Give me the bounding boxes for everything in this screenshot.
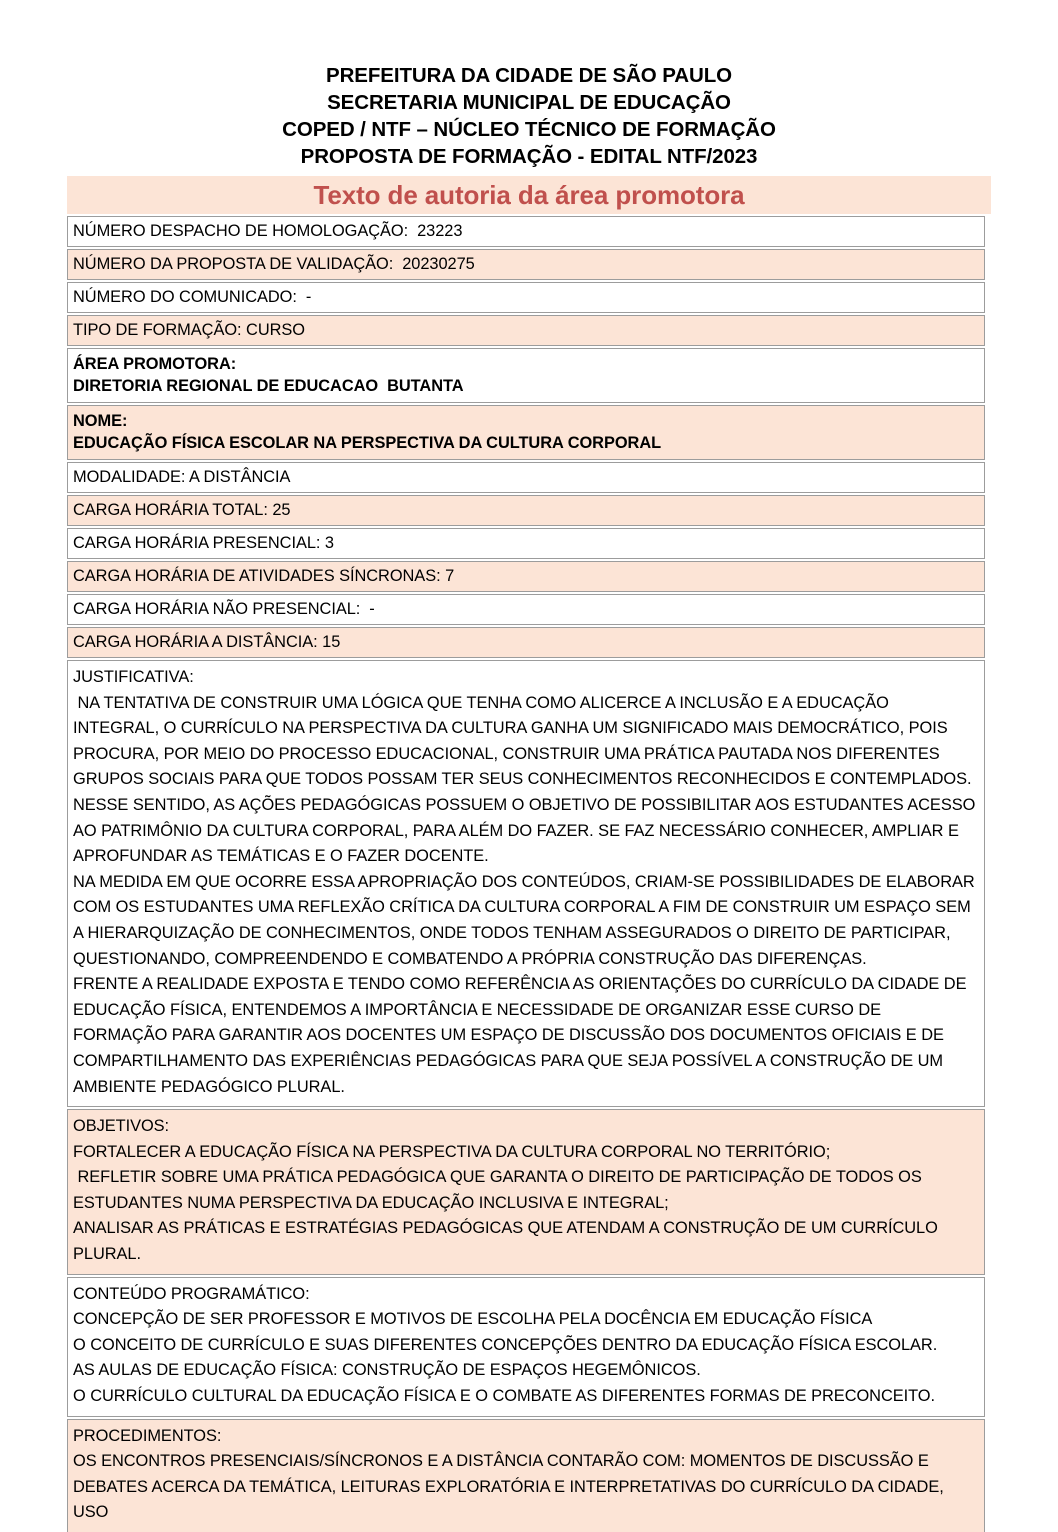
row-area-promotora-line: ÁREA PROMOTORA: (73, 355, 237, 373)
header-line-prefeitura: PREFEITURA DA CIDADE DE SÃO PAULO (326, 64, 732, 87)
row-numero-proposta-validacao-line: NÚMERO DA PROPOSTA DE VALIDAÇÃO: 20230275 (73, 255, 475, 273)
row-objetivos-line: ANALISAR AS PRÁTICAS E ESTRATÉGIAS PEDAGÓGICAS QUE ATENDAM A CONSTRUÇÃO DE UM CURRÍCULO PLURAL. (73, 1219, 943, 1264)
row-carga-horaria-total (67, 495, 985, 526)
row-carga-horaria-total-line: CARGA HORÁRIA TOTAL: 25 (73, 501, 291, 519)
row-objetivos-line: FORTALECER A EDUCAÇÃO FÍSICA NA PERSPECTIVA DA CULTURA CORPORAL NO TERRITÓRIO; (73, 1142, 831, 1161)
row-numero-comunicado-line: NÚMERO DO COMUNICADO: - (73, 288, 312, 306)
row-conteudo-programatico-line: O CONCEITO DE CURRÍCULO E SUAS DIFERENTES CONCEPÇÕES DENTRO DA EDUCAÇÃO FÍSICA ESCOLAR. (73, 1335, 938, 1354)
row-justificativa-line: FRENTE A REALIDADE EXPOSTA E TENDO COMO REFERÊNCIA AS ORIENTAÇÕES DO CURRÍCULO DA CIDADE DE EDUCAÇÃO FÍSICA, ENTENDEMOS A IMPORTÂNCIA E NECESSIDADE DE ORGANIZAR ESSE CURSO DE FORMAÇÃO PARA GARANTIR AOS DOCENTES UM ESPAÇO DE DISCUSSÃO DOS DOCUMENTOS OFICIAIS E DE COMPARTILHAMENTO DAS EXPERIÊNCIAS PEDAGÓGICAS PARA QUE SEJA POSSÍVEL A CONSTRUÇÃO DE UM AMBIENTE PEDAGÓGICO PLURAL. (73, 975, 971, 1096)
row-area-promotora (67, 348, 985, 403)
row-justificativa-line: JUSTIFICATIVA: (73, 668, 194, 686)
row-carga-horaria-presencial (67, 528, 985, 559)
row-justificativa-line: NA MEDIDA EM QUE OCORRE ESSA APROPRIAÇÃO DOS CONTEÚDOS, CRIAM-SE POSSIBILIDADES DE ELABORAR COM OS ESTUDANTES UMA REFLEXÃO CRÍTICA DA CULTURA CORPORAL A FIM DE CONSTRUIR UM ESPAÇO SEM A HIERARQUIZAÇÃO DE CONHECIMENTOS, ONDE TODOS TENHAM ASSEGURADOS O DIREITO DE PARTICIPAR, QUESTIONANDO, COMPREENDENDO E COMBATENDO A PRÓPRIA CONSTRUÇÃO DAS DIFERENÇAS. (73, 872, 980, 968)
row-conteudo-programatico-line: AS AULAS DE EDUCAÇÃO FÍSICA: CONSTRUÇÃO DE ESPAÇOS HEGEMÔNICOS. (73, 1361, 701, 1380)
row-carga-horaria-a-distancia (67, 627, 985, 658)
row-carga-horaria-nao-presencial (67, 594, 985, 625)
row-justificativa-line: NA TENTATIVA DE CONSTRUIR UMA LÓGICA QUE TENHA COMO ALICERCE A INCLUSÃO E A EDUCAÇÃO INTEGRAL, O CURRÍCULO NA PERSPECTIVA DA CULTURA GANHA UM SIGNIFICADO MAIS DEMOCRÁTICO, POIS PROCURA, POR MEIO DO PROCESSO EDUCACIONAL, CONSTRUIR UMA PRÁTICA PAUTADA NOS DIFERENTES GRUPOS SOCIAIS PARA QUE TODOS POSSAM TER SEUS CONHECIMENTOS RECONHECIDOS E CONTEMPLADOS. NESSE SENTIDO, AS AÇÕES PEDAGÓGICAS POSSUEM O OBJETIVO DE POSSIBILITAR AOS ESTUDANTES ACESSO AO PATRIMÔNIO DA CULTURA CORPORAL, PARA ALÉM DO FAZER. SE FAZ NECESSÁRIO CONHECER, AMPLIAR E APROFUNDAR AS TEMÁTICAS E O FAZER DOCENTE. (73, 693, 979, 866)
header-line-coped-ntf: COPED / NTF – NÚCLEO TÉCNICO DE FORMAÇÃO (282, 118, 776, 141)
row-numero-despacho-homologacao-line: NÚMERO DESPACHO DE HOMOLOGAÇÃO: 23223 (73, 222, 463, 240)
header-line-proposta-edital: PROPOSTA DE FORMAÇÃO - EDITAL NTF/2023 (300, 145, 758, 168)
document-header (0, 0, 1058, 170)
row-area-promotora-line: DIRETORIA REGIONAL DE EDUCACAO BUTANTA (73, 377, 464, 395)
row-conteudo-programatico (67, 1277, 985, 1417)
row-conteudo-programatico-line: O CURRÍCULO CULTURAL DA EDUCAÇÃO FÍSICA E O COMBATE AS DIFERENTES FORMAS DE PRECONCEITO. (73, 1387, 936, 1406)
row-tipo-de-formacao (67, 315, 985, 346)
row-objetivos (67, 1109, 985, 1275)
row-objetivos-line: REFLETIR SOBRE UMA PRÁTICA PEDAGÓGICA QUE GARANTA O DIREITO DE PARTICIPAÇÃO DE TODOS OS ESTUDANTES NUMA PERSPECTIVA DA EDUCAÇÃO INCLUSIVA E INTEGRAL; (73, 1168, 927, 1212)
row-justificativa (67, 660, 985, 1107)
row-procedimentos-line: PROCEDIMENTOS: (73, 1426, 222, 1445)
row-carga-horaria-presencial-line: CARGA HORÁRIA PRESENCIAL: 3 (73, 534, 334, 552)
row-numero-proposta-validacao (67, 249, 985, 280)
row-modalidade (67, 462, 985, 493)
row-modalidade-line: MODALIDADE: A DISTÂNCIA (73, 468, 291, 486)
row-objetivos-line: OBJETIVOS: (73, 1117, 170, 1136)
form-rows-container (67, 216, 991, 1532)
banner-texto-autoria (67, 176, 991, 214)
row-nome-da-formacao-line: NOME: (73, 412, 128, 430)
row-carga-horaria-a-distancia-line: CARGA HORÁRIA A DISTÂNCIA: 15 (73, 633, 341, 651)
row-numero-despacho-homologacao (67, 216, 985, 247)
header-line-secretaria: SECRETARIA MUNICIPAL DE EDUCAÇÃO (327, 91, 731, 114)
row-tipo-de-formacao-line: TIPO DE FORMAÇÃO: CURSO (73, 321, 305, 339)
row-conteudo-programatico-line: CONCEPÇÃO DE SER PROFESSOR E MOTIVOS DE ESCOLHA PELA DOCÊNCIA EM EDUCAÇÃO FÍSICA (73, 1310, 873, 1329)
row-numero-comunicado (67, 282, 985, 313)
proposta-form-table (67, 176, 991, 1532)
row-procedimentos (67, 1419, 985, 1532)
row-nome-da-formacao (67, 405, 985, 460)
row-procedimentos-line: OS ENCONTROS PRESENCIAIS/SÍNCRONOS E A DISTÂNCIA CONTARÃO COM: MOMENTOS DE DISCUSSÃO E DEBATES ACERCA DA TEMÁTICA, LEITURAS EXPLORATÓRIA E INTERPRETATIVAS DO CURRÍCULO DA CIDADE, USO (73, 1452, 949, 1522)
row-conteudo-programatico-line: CONTEÚDO PROGRAMÁTICO: (73, 1284, 310, 1303)
banner-label: Texto de autoria da área promotora (313, 180, 745, 210)
row-nome-da-formacao-line: EDUCAÇÃO FÍSICA ESCOLAR NA PERSPECTIVA DA CULTURA CORPORAL (73, 434, 662, 452)
row-carga-horaria-atividades-sincronas-line: CARGA HORÁRIA DE ATIVIDADES SÍNCRONAS: 7 (73, 567, 455, 585)
row-carga-horaria-nao-presencial-line: CARGA HORÁRIA NÃO PRESENCIAL: - (73, 600, 375, 618)
row-carga-horaria-atividades-sincronas (67, 561, 985, 592)
